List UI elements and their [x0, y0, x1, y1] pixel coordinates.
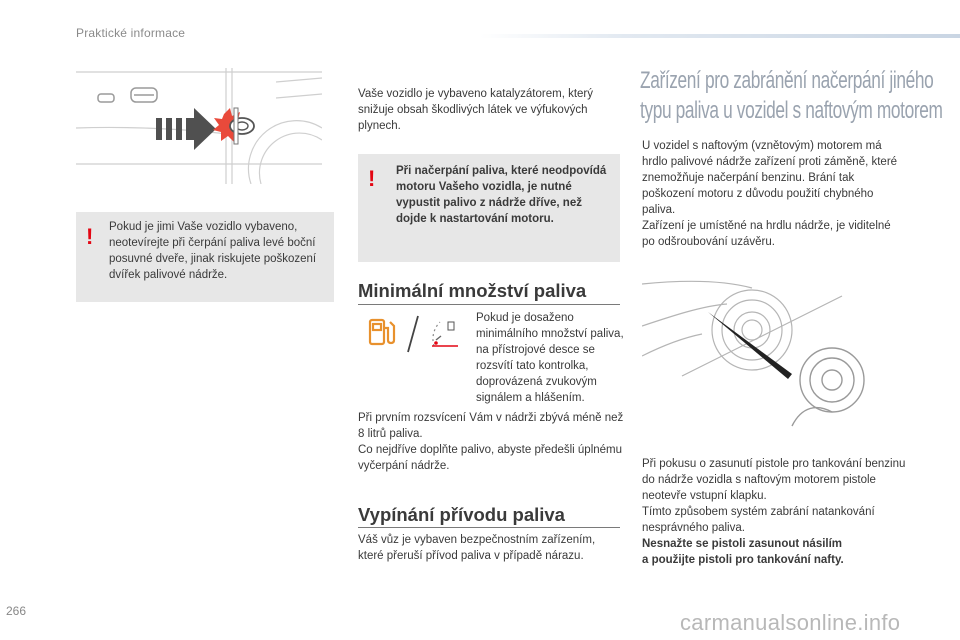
wrong-fuel-warning-text: Při načerpání paliva, které neodpovídá motoru Vašeho vozidla, je nutné vypustit palivo z nádrže dříve, než dojde k nastartování motoru. — [396, 165, 607, 225]
minimal-fuel-remaining-text: Při prvním rozsvícení Vám v nádrži zbývá méně než 8 litrů paliva. — [358, 412, 624, 440]
minimal-fuel-heading-rule — [358, 304, 620, 305]
watermark-text: carmanualsonline.info — [680, 610, 901, 635]
warning-exclamation-icon: ! — [368, 166, 376, 191]
filler-neck-illustration — [642, 276, 882, 448]
fuel-cutoff-heading: Vypínání přívodu paliva — [358, 504, 565, 525]
petrol-nozzle-text: Při pokusu o zasunutí pistole pro tankování benzinu do nádrže vozidla s naftovým motorem pistole neotevře vstupní klapku. — [642, 458, 906, 502]
catalytic-converter-text: Vaše vozidlo je vybaveno katalyzátorem, který snižuje obsah škodlivých látek ve výfukových plynech. — [358, 88, 594, 132]
minimal-fuel-text: Pokud je dosaženo minimálního množství paliva, na přístrojové desce se rozsvítí tato kontrolka, doprovázená zvukovým signálem a hlášením. — [476, 312, 624, 404]
fuel-cutoff-text: Váš vůz je vybaven bezpečnostním zařízením, které přeruší přívod paliva v případě nárazu. — [358, 534, 596, 562]
misfuel-device-location: Zařízení je umístěné na hrdlu nádrže, je viditelné po odšroubování uzávěru. — [642, 220, 891, 248]
warning-exclamation-icon: ! — [86, 224, 94, 249]
minimal-fuel-heading: Minimální množství paliva — [358, 280, 587, 301]
minimal-fuel-refill-text: Co nejdříve doplňte palivo, abyste předešli úplnému vyčerpání nádrže. — [358, 444, 623, 472]
low-fuel-indicator-icons — [362, 310, 462, 358]
fuel-pump-icon — [370, 320, 394, 344]
misfuel-device-description: U vozidel s naftovým (vznětovým) motorem má hrdlo palivové nádrže zařízení proti záměně, které znemožňuje načerpání benzinu. Brání tak poškození motoru z důvodu použití chybného paliva. — [642, 140, 898, 216]
misfuel-device-heading-line1: Zařízení pro zabránění načerpání jiného — [640, 67, 934, 94]
page-number: 266 — [6, 604, 27, 618]
sliding-door-warning-text: Pokud je jimi Vaše vozidlo vybaveno, neotevírejte při čerpání paliva levé boční posuvné dveře, jinak riskujete poškození dvířek palivové nádrže. — [109, 221, 317, 281]
do-not-force-text: Nesnažte se pistoli zasunout násilím — [642, 538, 843, 550]
misfuel-prevention-text: Tímto způsobem systém zabrání natankování nesprávného paliva. — [642, 506, 875, 534]
sliding-door-warning-box — [76, 212, 334, 302]
sliding-door-illustration — [76, 68, 322, 184]
fuel-cutoff-heading-rule — [358, 527, 620, 528]
page-header-title: Praktické informace — [76, 26, 186, 40]
misfuel-device-heading-line2: typu paliva u vozidel s naftovým motorem — [640, 97, 943, 124]
use-diesel-nozzle-text: a použijte pistoli pro tankování nafty. — [642, 554, 844, 566]
fuel-gauge-icon — [432, 322, 458, 346]
header-gradient-bar — [480, 34, 960, 38]
wrong-fuel-warning-box — [358, 154, 620, 262]
